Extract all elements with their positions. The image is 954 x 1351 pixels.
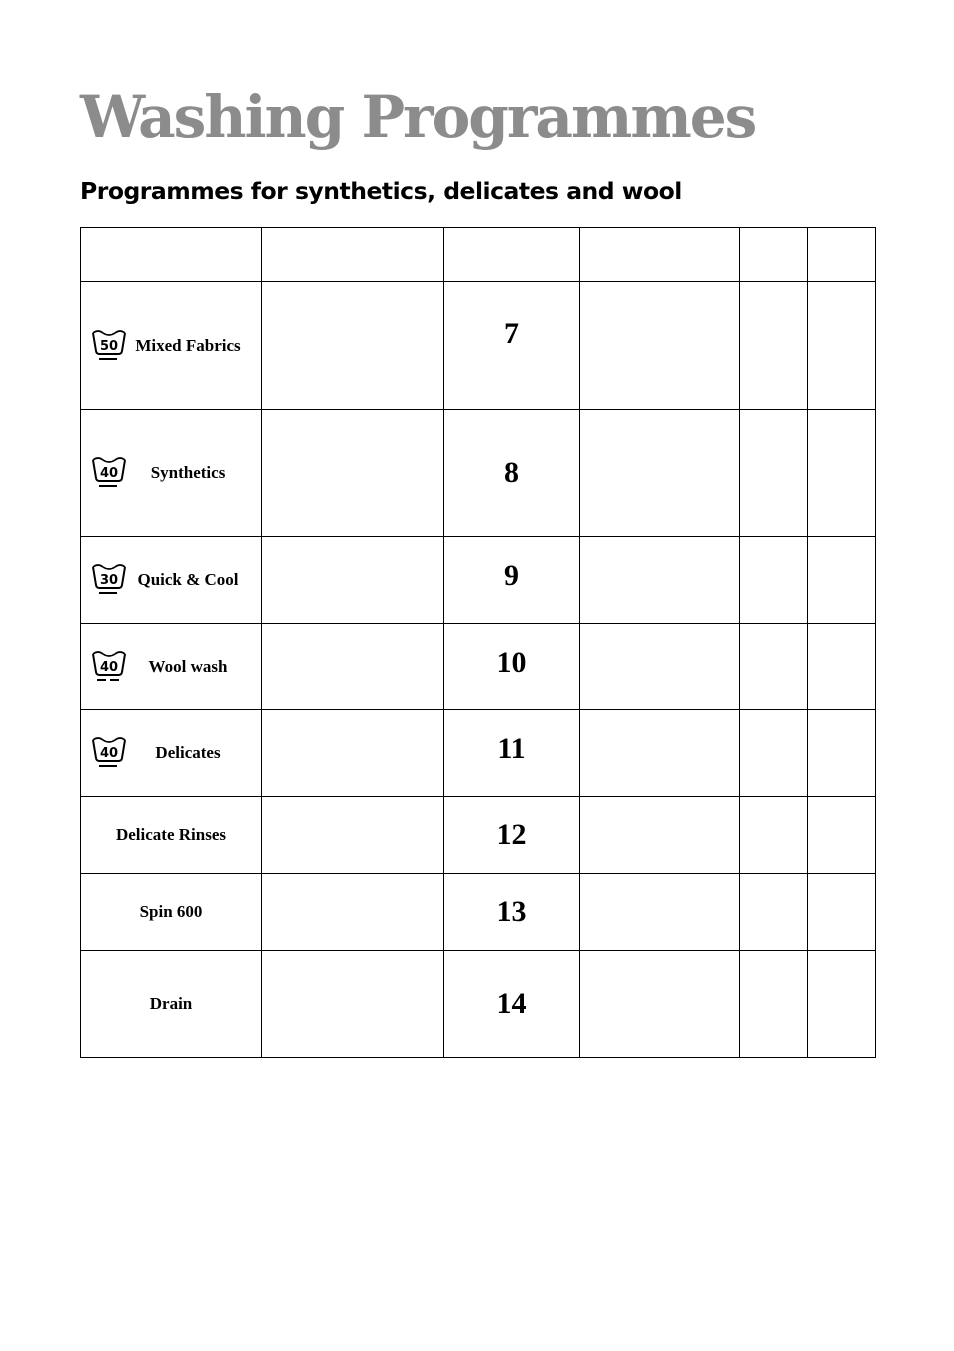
programme-number: 14 [496,987,527,1020]
table-cell [808,410,876,537]
table-cell [740,710,808,797]
table-cell [580,537,740,624]
programme-number-cell [444,710,580,797]
table-cell [262,951,444,1058]
programme-name: Synthetics [150,463,226,482]
programme-number: 10 [496,645,527,679]
programme-number: 12 [496,818,527,851]
table-cell [580,624,740,710]
table-cell [262,410,444,537]
header-cell [740,228,808,282]
programme-name-cell [81,624,262,710]
table-row [81,797,876,874]
programme-name: Drain [149,994,193,1013]
programme-name-cell [81,710,262,797]
svg-text:40: 40 [99,746,119,761]
programme-number-cell [444,951,580,1058]
table-row [81,410,876,537]
washtub-40-icon [91,736,127,770]
programme-number: 13 [496,895,527,928]
programme-name: Delicate Rinses [115,825,226,844]
table-cell [740,537,808,624]
table-header-row [81,228,876,282]
programme-number-cell [444,537,580,624]
table-cell [740,282,808,410]
header-cell [262,228,444,282]
table-cell [580,410,740,537]
table-cell [580,951,740,1058]
programme-name: Wool wash [148,656,228,676]
programme-name-cell [81,282,262,410]
header-cell [81,228,262,282]
table-cell [580,874,740,951]
svg-text:40: 40 [99,466,119,481]
table-cell [808,797,876,874]
programme-number-cell [444,410,580,537]
table-cell [808,624,876,710]
table-row [81,624,876,710]
table-cell [580,282,740,410]
table-cell [262,874,444,951]
header-cell [808,228,876,282]
table-row [81,537,876,624]
table-row [81,874,876,951]
washtub-50-icon [91,329,127,363]
table-cell [808,874,876,951]
programme-number-cell [444,624,580,710]
table-cell [740,410,808,537]
programme-number-cell [444,282,580,410]
section-subtitle: Programmes for synthetics, delicates and wool [80,177,682,205]
svg-text:40: 40 [99,659,119,675]
programme-number: 7 [504,316,519,350]
programme-name: Mixed Fabrics [135,335,241,355]
programme-number: 9 [504,559,519,592]
table-cell [262,710,444,797]
washtub-40-wool-icon [91,650,127,684]
table-cell [808,710,876,797]
table-cell [740,797,808,874]
table-cell [740,951,808,1058]
programme-name-cell [81,537,262,624]
programme-name-cell [81,410,262,537]
table-cell [262,797,444,874]
table-cell [580,797,740,874]
programme-name-cell [81,874,262,951]
programmes-table [80,227,876,1058]
washtub-40-icon [91,456,127,490]
programme-number: 8 [504,456,519,489]
svg-text:30: 30 [99,573,119,588]
table-cell [740,624,808,710]
table-cell [262,624,444,710]
programme-number-cell [444,874,580,951]
table-cell [808,951,876,1058]
programme-name: Delicates [155,743,221,762]
table-cell [740,874,808,951]
table-cell [580,710,740,797]
programme-name: Spin 600 [139,902,203,921]
table-row [81,951,876,1058]
programme-name-cell [81,797,262,874]
table-cell [808,537,876,624]
table-cell [808,282,876,410]
programme-name-cell [81,951,262,1058]
table-cell [262,282,444,410]
header-cell [444,228,580,282]
svg-text:50: 50 [99,338,119,354]
washtub-30-icon [91,563,127,597]
page-title: Washing Programmes [80,83,756,151]
programme-name: Quick & Cool [137,570,239,589]
table-cell [262,537,444,624]
table-row [81,710,876,797]
programme-number: 11 [497,732,526,765]
header-cell [580,228,740,282]
programme-number-cell [444,797,580,874]
table-row [81,282,876,410]
